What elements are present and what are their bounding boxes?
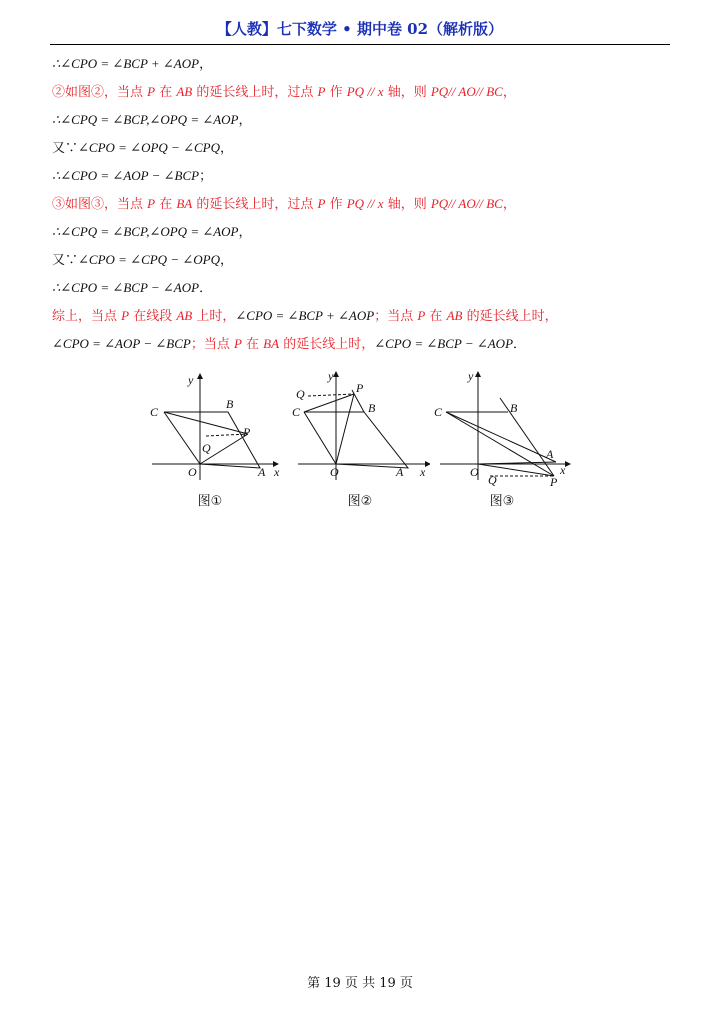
header-divider [50,44,670,45]
text-run: ， [502,197,516,212]
text-run: 轴，则 [383,197,431,212]
math-expression: ∴∠CPQ = ∠BCP,∠OPQ = ∠AOP [52,112,239,127]
text-run: 上时， [192,309,236,324]
math-expression: ∴∠CPO = ∠BCP − ∠AOP [52,280,200,295]
math-expression: BA [263,336,280,351]
label-Q: Q [202,441,211,455]
text-run: 又∵ [52,141,79,156]
text-run: ③如图③，当点 [52,197,148,212]
label-P: P [243,425,251,439]
text-run: ； [199,169,213,184]
figure-2-caption: 图② [347,494,373,509]
text-run: 作 [325,85,347,100]
text-line [52,162,672,190]
label-O: O [470,465,479,479]
math-expression: PQ// AO// BC [430,196,503,211]
text-run: 的延长线上时， [462,309,558,324]
text-line [52,274,672,302]
math-expression: AB [176,308,193,323]
seg-CP [446,412,554,476]
text-run: ， [238,113,252,128]
math-expression: BA [176,196,193,211]
text-line [52,50,672,78]
label-Q: Q [296,387,305,401]
text-run: ， [219,253,233,268]
text-run: 在 [241,337,264,352]
math-expression: ∠CPO = ∠OPQ − ∠CPQ [78,140,220,155]
text-run: 的延长线上时，过点 [192,85,318,100]
text-run: ， [238,225,252,240]
text-line [52,246,672,274]
label-A: A [546,447,554,461]
text-run: 在线段 [129,309,177,324]
figure-3-caption: 图③ [489,494,515,509]
math-expression: ∠CPO = ∠AOP − ∠BCP [52,336,191,351]
label-P: P [550,475,558,488]
seg-PQ [308,394,354,396]
text-run: ． [199,281,213,296]
label-O: O [188,465,197,479]
math-expression: PQ // x [346,196,384,211]
text-line [52,78,672,106]
trapezoid-CBAO [304,412,408,468]
math-expression: ∴∠CPO = ∠BCP + ∠AOP [52,56,200,71]
quad-CBAO [164,412,260,468]
math-expression: ∠CPO = ∠BCP − ∠AOP [374,336,514,351]
label-C: C [434,405,443,419]
text-run: 在 [155,197,177,212]
label-A: A [258,465,266,479]
figure-2 [290,368,430,513]
text-line [52,302,672,330]
text-run: ， [219,141,233,156]
label-x: x [420,465,426,479]
figure-3 [432,368,572,513]
math-expression: AB [176,84,193,99]
math-expression: P [417,308,426,323]
text-run: ． [513,337,527,352]
math-expression: P [317,196,326,211]
text-run: 轴，则 [383,85,431,100]
text-line [52,190,672,218]
label-P: P [356,381,364,395]
math-expression: ∠CPO = ∠BCP + ∠AOP [235,308,375,323]
text-run: 作 [325,197,347,212]
label-C: C [150,405,159,419]
label-y: y [328,369,334,383]
math-expression: P [121,308,130,323]
math-expression: PQ // x [346,84,384,99]
text-run: 综上，当点 [52,309,122,324]
label-A: A [396,465,404,479]
figure-2-diagram [290,368,430,488]
text-line [52,134,672,162]
text-run: ， [199,57,213,72]
figure-1-caption: 图① [197,494,223,509]
math-expression: P [317,84,326,99]
text-run: 又∵ [52,253,79,268]
text-run: ；当点 [374,309,418,324]
math-expression: AB [446,308,463,323]
label-x: x [560,463,566,477]
label-B: B [510,401,518,415]
math-expression: P [147,196,156,211]
seg-OP [336,394,354,464]
text-run: 在 [425,309,447,324]
text-run: ， [502,85,516,100]
math-expression: ∴∠CPO = ∠AOP − ∠BCP [52,168,200,183]
text-run: ；当点 [190,337,234,352]
label-Q: Q [488,473,497,487]
figure-1 [140,368,280,513]
label-x: x [274,465,280,479]
math-expression: PQ// AO// BC [430,84,503,99]
label-C: C [292,405,301,419]
page-header: 【人教】七下数学 • 期中卷 02（解析版） [216,20,504,38]
math-expression: P [233,336,242,351]
label-O: O [330,465,339,479]
label-B: B [368,401,376,415]
text-line [52,106,672,134]
text-run: ②如图②，当点 [52,85,148,100]
seg-CP [304,394,354,412]
math-expression: ∠CPO = ∠CPQ − ∠OPQ [78,252,220,267]
label-y: y [188,373,194,387]
text-run: 的延长线上时， [279,337,375,352]
text-run: 在 [155,85,177,100]
text-run: 的延长线上时，过点 [192,197,318,212]
math-expression: ∴∠CPQ = ∠BCP,∠OPQ = ∠AOP [52,224,239,239]
math-expression: P [147,84,156,99]
label-y: y [468,369,474,383]
label-B: B [226,397,234,411]
figures-row [140,368,580,518]
solution-text [52,50,672,358]
figure-1-diagram [140,368,280,488]
page-footer: 第 19 页 共 19 页 [307,976,413,991]
text-line [52,330,672,358]
figure-3-diagram [432,368,572,488]
text-line [52,218,672,246]
